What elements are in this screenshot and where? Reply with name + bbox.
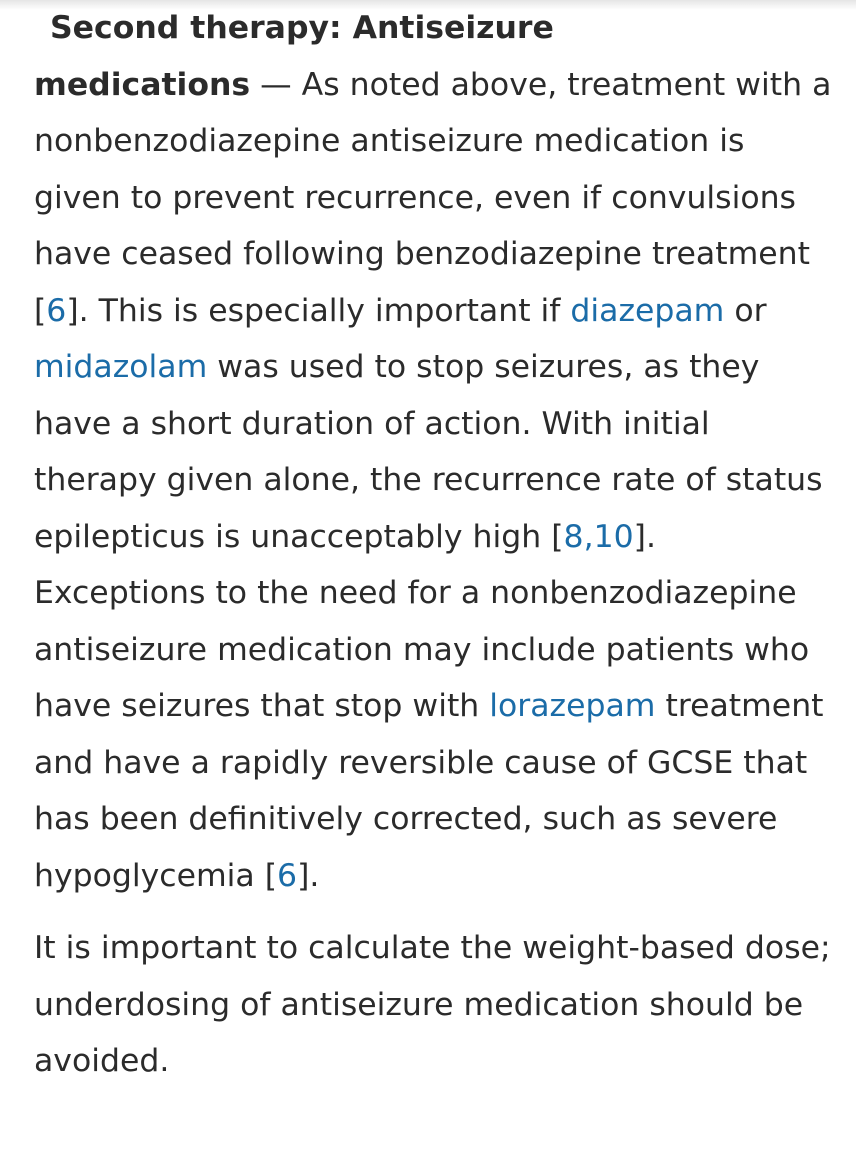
body-text-4: was used to stop seizures, as they have a short duration of action. With initial therapy given alone, the recurrence rate of status epilepticus is unacceptably high (34, 349, 823, 555)
ref-bracket-close: ] (66, 292, 79, 329)
drug-link-diazepam[interactable]: diazepam (570, 292, 725, 329)
ref-bracket-open: [ (551, 518, 564, 555)
body-text-2: . This is especially important if (78, 292, 571, 329)
body-text-7: . (309, 857, 320, 894)
section-paragraph (34, 0, 834, 904)
dosing-paragraph: It is important to calculate the weight-based dose; underdosing of antiseizure medication should be avoided. (34, 930, 831, 1079)
section-heading-line1: Second therapy: Antiseizure (50, 10, 554, 46)
reference-link-8-10[interactable]: 8,10 (563, 518, 634, 555)
ref-bracket-close: ] (633, 518, 646, 555)
drug-link-lorazepam[interactable]: lorazepam (489, 688, 656, 724)
article-body (34, 0, 834, 1090)
heading-dash: — (250, 66, 302, 103)
ref-bracket-close: ] (297, 857, 310, 894)
section-heading-line2: medications (34, 66, 251, 103)
reference-link-6[interactable]: 6 (46, 292, 67, 329)
body-text-6: treatment and have a rapidly reversible cause of GCSE that has been definitively corrected, such as severe hypoglycemia (34, 688, 824, 894)
ref-bracket-open: [ (264, 857, 278, 894)
body-text-3: or (724, 292, 767, 329)
ref-bracket-open: [ (34, 292, 47, 329)
body-text-1: As noted above, treatment with a nonbenzodiazepine antiseizure medication is given to prevent recurrence, even if convulsions have ceased following benzodiazepine treatment (34, 66, 832, 272)
drug-link-midazolam[interactable]: midazolam (34, 349, 208, 385)
body-text-5: . Exceptions to the need for a nonbenzodiazepine antiseizure medication may include patients who have seizures that stop with (34, 518, 810, 724)
reference-link-6-second[interactable]: 6 (277, 857, 298, 894)
